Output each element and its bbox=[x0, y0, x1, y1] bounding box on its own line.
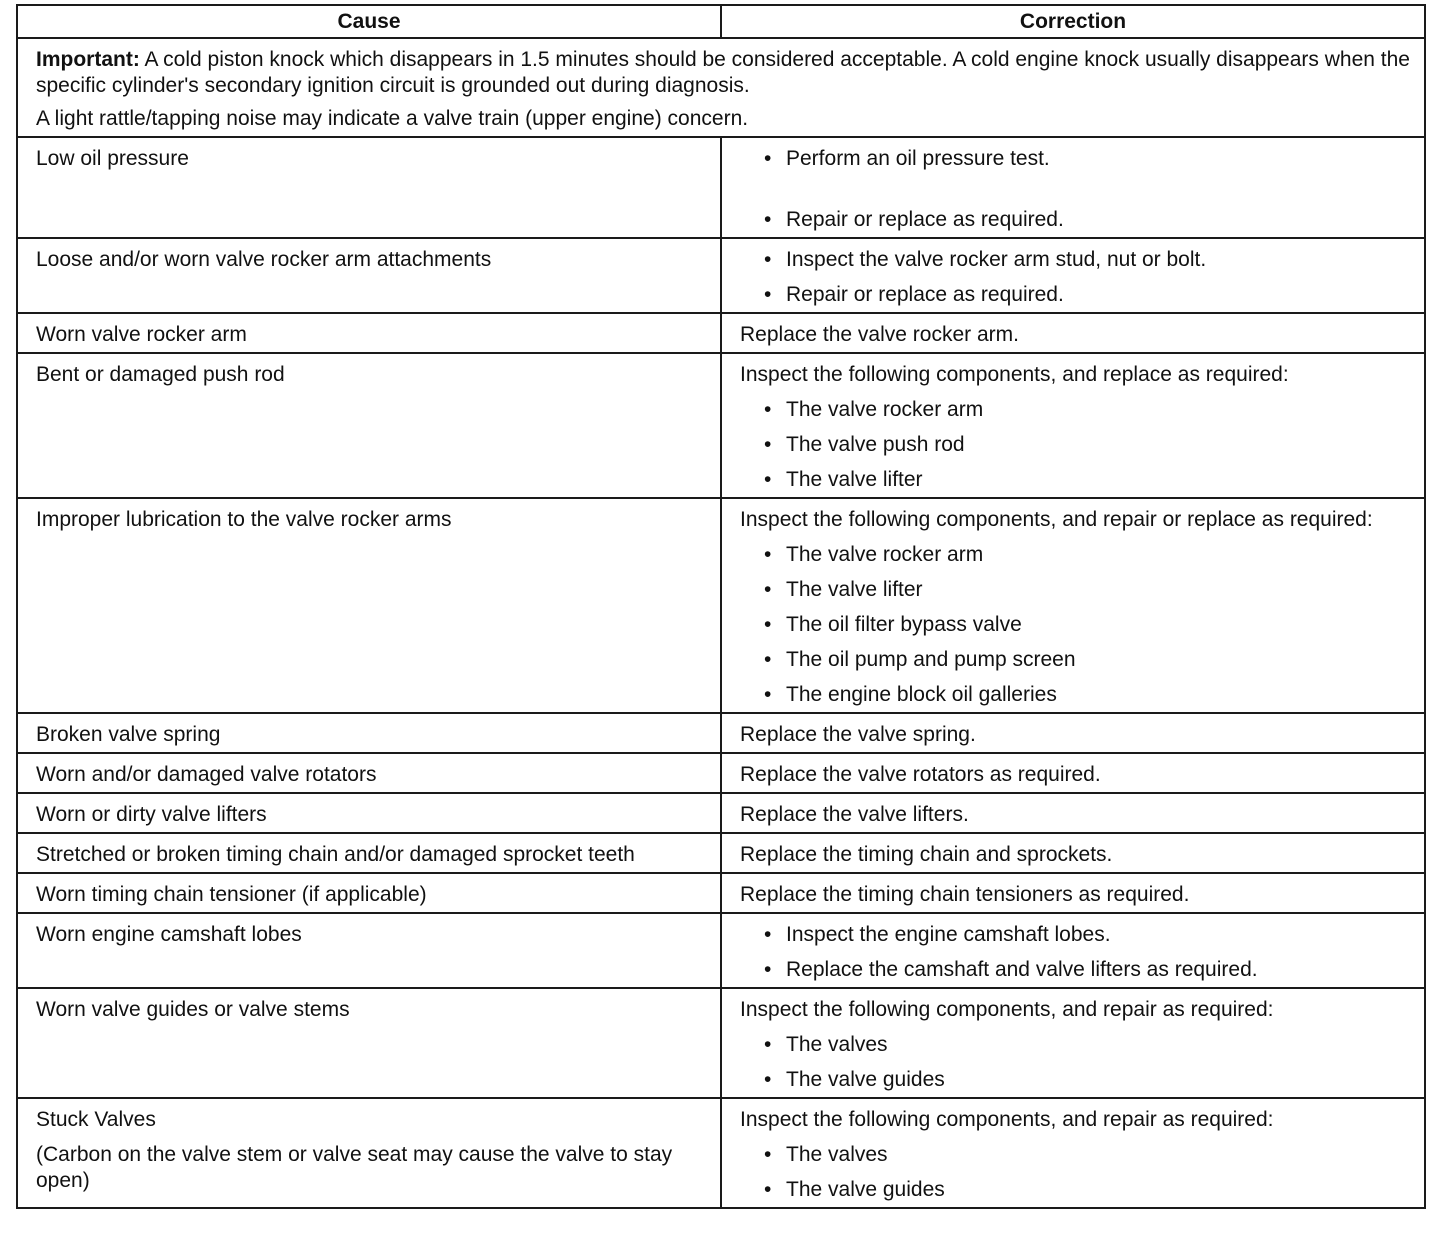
table-row bbox=[17, 313, 1425, 353]
correction-list bbox=[740, 922, 1412, 983]
correction-cell bbox=[721, 988, 1425, 1098]
list-item: • The engine block oil galleries bbox=[740, 682, 1412, 708]
cause-cell: Bent or damaged push rod bbox=[17, 353, 721, 498]
cause-cell: Worn valve rocker arm bbox=[17, 313, 721, 353]
table-row bbox=[17, 988, 1425, 1098]
cause-cell: Low oil pressure bbox=[17, 137, 721, 238]
table-row bbox=[17, 913, 1425, 988]
cause-cell: Worn and/or damaged valve rotators bbox=[17, 753, 721, 793]
cause-cell: Worn valve guides or valve stems bbox=[17, 988, 721, 1098]
diagnosis-table bbox=[16, 4, 1426, 1209]
correction-intro: Inspect the following components, and repair as required: bbox=[740, 1108, 1274, 1131]
list-item: • Repair or replace as required. bbox=[740, 282, 1412, 308]
cause-cell: Improper lubrication to the valve rocker arms bbox=[17, 498, 721, 713]
correction-list bbox=[740, 542, 1412, 708]
list-item: • The valve lifter bbox=[740, 467, 1412, 493]
correction-intro: Inspect the following components, and repair or replace as required: bbox=[740, 508, 1373, 531]
table-row bbox=[17, 137, 1425, 238]
table-row bbox=[17, 713, 1425, 753]
list-item: • The oil filter bypass valve bbox=[740, 612, 1412, 638]
cause-cell: Stretched or broken timing chain and/or damaged sprocket teeth bbox=[17, 833, 721, 873]
correction-list bbox=[740, 146, 1412, 233]
table-row bbox=[17, 498, 1425, 713]
correction-cell bbox=[721, 1098, 1425, 1208]
list-item: • The valves bbox=[740, 1032, 1412, 1058]
cause-cell: Broken valve spring bbox=[17, 713, 721, 753]
table-row bbox=[17, 238, 1425, 313]
table-row bbox=[17, 753, 1425, 793]
correction-cell bbox=[721, 353, 1425, 498]
correction-list bbox=[740, 1142, 1412, 1203]
correction-intro: Inspect the following components, and repair as required: bbox=[740, 998, 1274, 1021]
list-item: • Perform an oil pressure test. bbox=[740, 146, 1412, 172]
correction-cell bbox=[721, 913, 1425, 988]
cause-note: (Carbon on the valve stem or valve seat may cause the valve to stay open) bbox=[36, 1143, 673, 1192]
cause-text: Stuck Valves bbox=[36, 1108, 156, 1131]
list-item: • The valve rocker arm bbox=[740, 542, 1412, 568]
cause-cell: Loose and/or worn valve rocker arm attachments bbox=[17, 238, 721, 313]
list-item: • The valve lifter bbox=[740, 577, 1412, 603]
list-item: • Inspect the engine camshaft lobes. bbox=[740, 922, 1412, 948]
cause-cell: Worn timing chain tensioner (if applicable) bbox=[17, 873, 721, 913]
correction-cell: Replace the timing chain tensioners as required. bbox=[721, 873, 1425, 913]
list-item: • Replace the camshaft and valve lifters as required. bbox=[740, 957, 1412, 983]
correction-cell: Replace the valve rotators as required. bbox=[721, 753, 1425, 793]
correction-list bbox=[740, 1032, 1412, 1093]
list-item: • The oil pump and pump screen bbox=[740, 647, 1412, 673]
cause-cell bbox=[17, 1098, 721, 1208]
column-header-correction: Correction bbox=[721, 5, 1425, 38]
table-row bbox=[17, 873, 1425, 913]
correction-cell: Replace the valve lifters. bbox=[721, 793, 1425, 833]
list-item: • The valves bbox=[740, 1142, 1412, 1168]
correction-intro: Inspect the following components, and replace as required: bbox=[740, 363, 1289, 386]
important-text: A cold piston knock which disappears in 1.5 minutes should be considered acceptable. A cold engine knock usually disappears when the specific cylinder's secondary ignition circuit is grounded out during diagnosis. bbox=[36, 48, 1410, 97]
list-item: • The valve guides bbox=[740, 1067, 1412, 1093]
correction-cell bbox=[721, 137, 1425, 238]
correction-cell: Replace the valve rocker arm. bbox=[721, 313, 1425, 353]
rattle-note: A light rattle/tapping noise may indicate a valve train (upper engine) concern. bbox=[36, 107, 749, 130]
cause-cell: Worn engine camshaft lobes bbox=[17, 913, 721, 988]
correction-list bbox=[740, 397, 1412, 493]
table-row bbox=[17, 353, 1425, 498]
header-row bbox=[17, 5, 1425, 38]
table-row bbox=[17, 833, 1425, 873]
list-item: • Repair or replace as required. bbox=[740, 207, 1412, 233]
correction-list bbox=[740, 247, 1412, 308]
important-note bbox=[36, 47, 1412, 99]
table-row bbox=[17, 793, 1425, 833]
correction-cell bbox=[721, 238, 1425, 313]
correction-cell: Replace the valve spring. bbox=[721, 713, 1425, 753]
list-item: • Inspect the valve rocker arm stud, nut or bolt. bbox=[740, 247, 1412, 273]
correction-cell: Replace the timing chain and sprockets. bbox=[721, 833, 1425, 873]
cause-cell: Worn or dirty valve lifters bbox=[17, 793, 721, 833]
list-item: • The valve rocker arm bbox=[740, 397, 1412, 423]
list-item: • The valve push rod bbox=[740, 432, 1412, 458]
important-label: Important: bbox=[36, 48, 140, 71]
column-header-cause: Cause bbox=[17, 5, 721, 38]
note-row bbox=[17, 38, 1425, 137]
correction-cell bbox=[721, 498, 1425, 713]
table-row bbox=[17, 1098, 1425, 1208]
list-item: • The valve guides bbox=[740, 1177, 1412, 1203]
note-cell bbox=[17, 38, 1425, 137]
